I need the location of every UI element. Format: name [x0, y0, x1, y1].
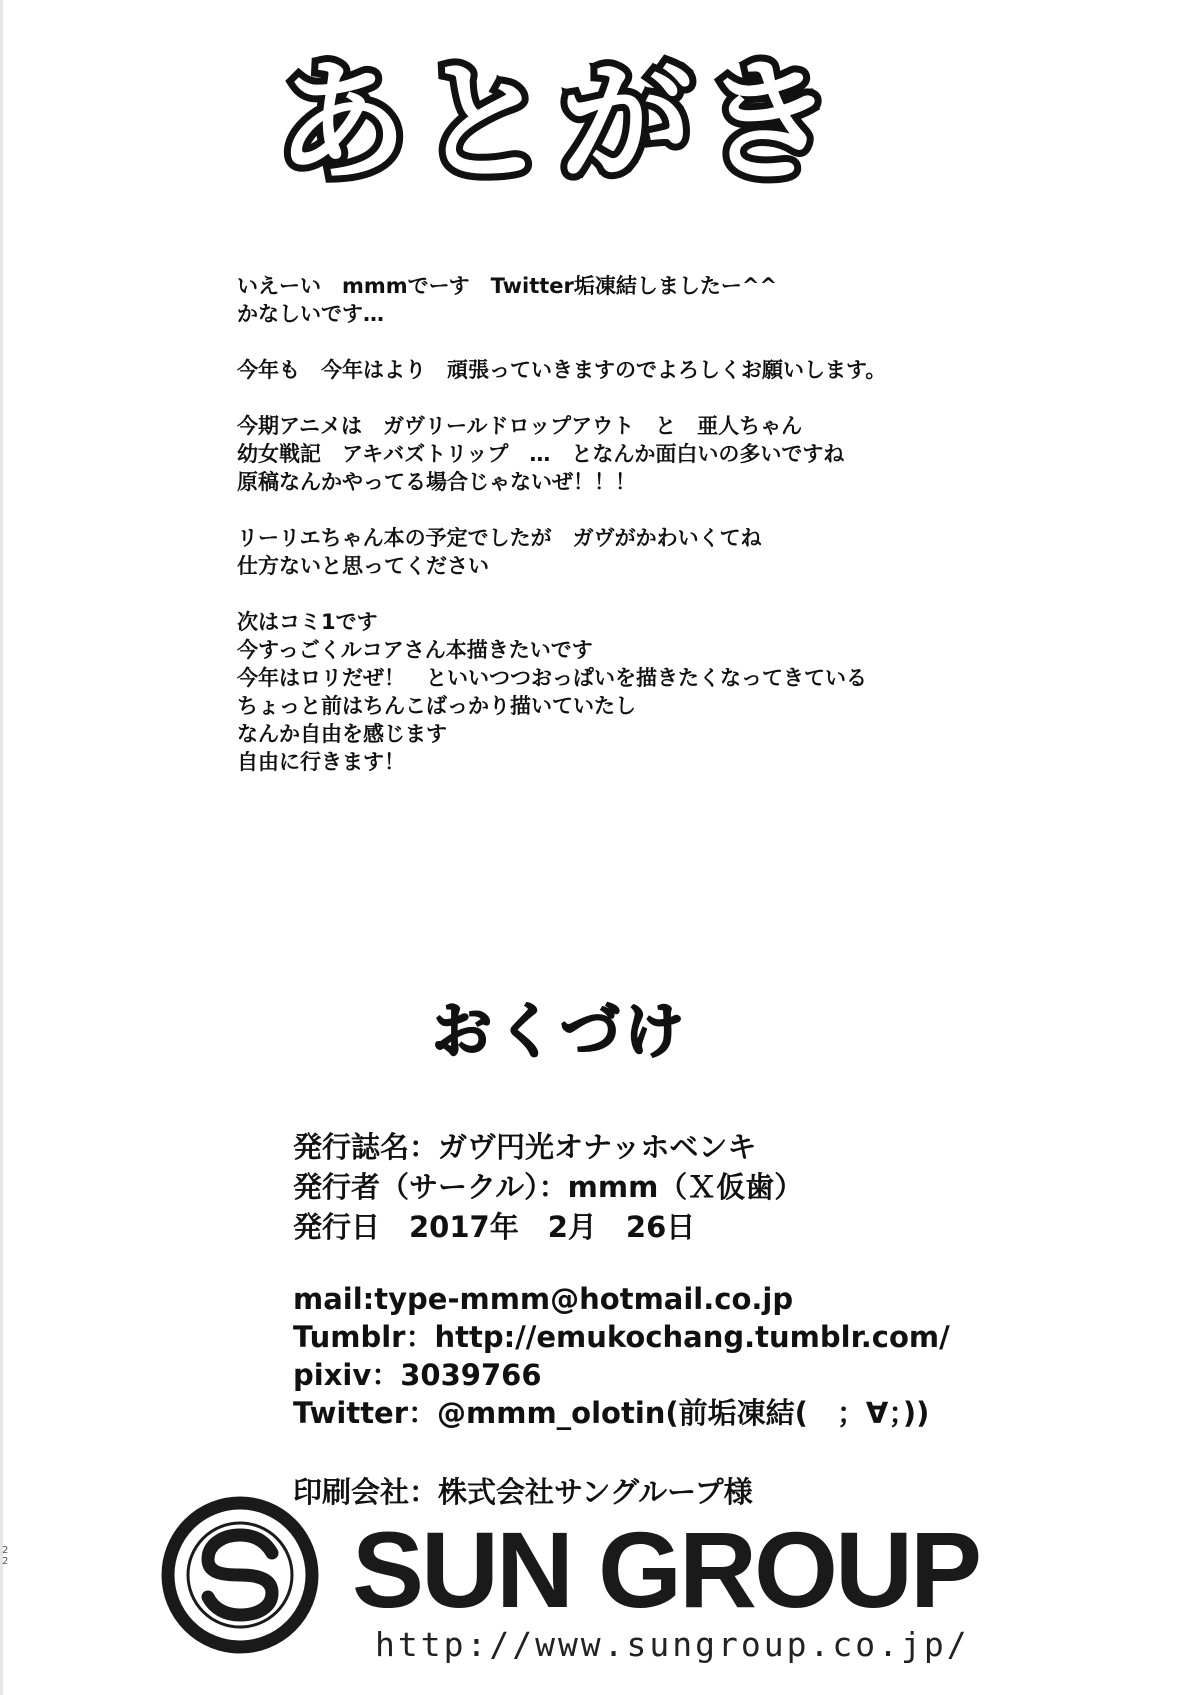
page-number: 22	[2, 1545, 9, 1567]
afterword-line: 今年も 今年はより 頑張っていきますのでよろしくお願いします。	[237, 358, 887, 382]
afterword-title: あとがき	[276, 46, 844, 200]
afterword-line: ちょっと前はちんこばっかり描いていたし	[237, 694, 636, 718]
tumblr-line: Tumblr：http://emukochang.tumblr.com/	[293, 1320, 950, 1354]
afterword-line: なんか自由を感じます	[237, 722, 447, 746]
twitter-line: Twitter：@mmm_olotin(前垢凍結( ；∀；))	[293, 1396, 930, 1430]
afterword-line: 今年はロリだぜ！ といいつつおっぱいを描きたくなってきている	[237, 666, 867, 690]
printer-line: 印刷会社：株式会社サングループ様	[293, 1475, 753, 1509]
afterword-line	[237, 496, 1137, 524]
afterword-line	[237, 384, 1137, 412]
contact-info	[293, 1280, 1153, 1432]
mail-line: mail:type-mmm@hotmail.co.jp	[293, 1282, 794, 1316]
sun-group-url: http://www.sungroup.co.jp/	[375, 1625, 970, 1664]
afterword-line	[237, 328, 1137, 356]
afterword-line: 今すっごくルコアさん本描きたいです	[237, 638, 593, 662]
pixiv-line: pixiv：3039766	[293, 1358, 542, 1392]
afterword-line: 幼女戦記 アキバズトリップ … となんか面白いの多いですね	[237, 442, 845, 466]
afterword-line: かなしいです…	[237, 302, 384, 326]
publish-date-line: 発行日 2017年 2月 26日	[293, 1210, 696, 1244]
sun-group-emblem-icon	[160, 1495, 320, 1655]
afterword-line: 自由に行きます！	[237, 750, 405, 774]
sun-group-wordmark: SUN GROUP	[352, 1509, 980, 1630]
afterword-line: 次はコミ1です	[237, 610, 378, 634]
publication-info	[293, 1127, 1153, 1247]
afterword-line: 原稿なんかやってる場合じゃないぜ！！！	[237, 470, 636, 494]
sun-group-logo	[160, 1495, 1060, 1675]
page-edge	[0, 0, 3, 1695]
colophon-title: おくづけ	[432, 997, 688, 1067]
afterword-line: 仕方ないと思ってください	[237, 554, 489, 578]
afterword-line: いえーい mmmでーす Twitter垢凍結しましたー^^	[237, 274, 778, 298]
afterword-line	[237, 580, 1137, 608]
afterword-line: 今期アニメは ガヴリールドロップアウト と 亜人ちゃん	[237, 414, 803, 438]
publication-title-line: 発行誌名：ガヴ円光オナッホベンキ	[293, 1130, 757, 1164]
afterword-body	[237, 272, 1137, 776]
publisher-line: 発行者（サークル）：mmm（Ｘ仮歯）	[293, 1170, 804, 1204]
afterword-line: リーリエちゃん本の予定でしたが ガヴがかわいくてね	[237, 526, 762, 550]
